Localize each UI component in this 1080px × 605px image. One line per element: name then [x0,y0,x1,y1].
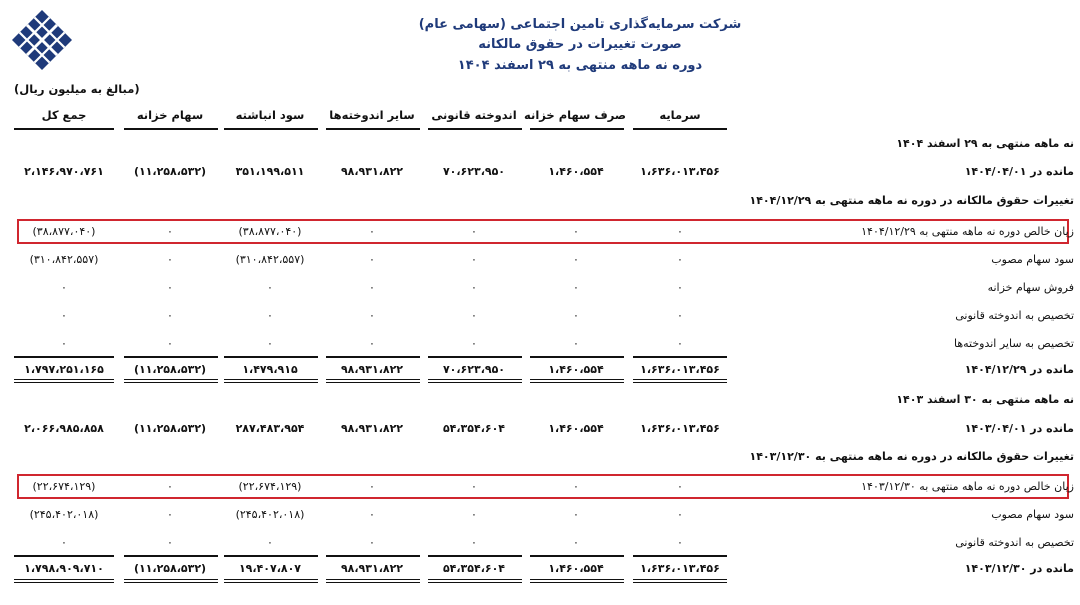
table-cell: ۱،۶۳۶،۰۱۳،۴۵۶ [640,422,720,435]
table-cell: ۰ [677,536,683,549]
header-underline [224,128,318,130]
subsection-changes-1403: تغییرات حقوق مالکانه در دوره نه ماهه منتهی به ۱۴۰۳/۱۲/۳۰ [749,450,1074,463]
table-cell: ۹۸،۹۳۱،۸۲۲ [340,422,404,435]
statement-period: دوره نه ماهه منتهی به ۲۹ اسفند ۱۴۰۴ [457,58,703,73]
double-underline [530,579,624,583]
header-underline [14,128,114,130]
header-underline [326,128,420,130]
table-cell: (۱۱،۲۵۸،۵۳۲) [133,363,207,376]
table-cell: ۹۸،۹۳۱،۸۲۲ [340,363,404,376]
table-cell: ۱،۶۳۶،۰۱۳،۴۵۶ [640,165,720,178]
table-cell: ۰ [267,281,273,294]
table-cell: ۰ [369,337,375,350]
table-cell: ۰ [471,281,477,294]
table-cell: ۱،۶۳۶،۰۱۳،۴۵۶ [640,562,720,575]
table-cell: (۲۴۵،۴۰۲،۰۱۸) [29,508,99,521]
table-cell: ۰ [471,253,477,266]
table-cell: (۱۱،۲۵۸،۵۳۲) [133,422,207,435]
table-cell: ۰ [369,225,375,238]
table-cell: ۱،۴۶۰،۵۵۴ [548,363,604,376]
header-underline [633,128,727,130]
table-cell: ۹۸،۹۳۱،۸۲۲ [340,562,404,575]
double-underline [428,579,522,583]
table-cell: (۲۲،۶۷۴،۱۲۹) [32,480,96,493]
table-cell: ۱،۴۷۹،۹۱۵ [242,363,298,376]
row-label-net-loss-1404: زیان خالص دوره نه ماهه منتهی به ۱۴۰۴/۱۲/۲۹ [861,225,1074,238]
table-cell: ۰ [573,225,579,238]
double-underline [633,579,727,583]
table-cell: ۰ [677,281,683,294]
subtotal-line [530,356,624,358]
table-cell: ۰ [471,536,477,549]
double-underline [428,379,522,383]
table-cell: ۰ [369,536,375,549]
header-underline [428,128,522,130]
table-cell: ۰ [167,309,173,322]
double-underline [224,579,318,583]
subtotal-line [14,356,114,358]
table-cell: ۰ [677,225,683,238]
table-cell: ۰ [167,253,173,266]
table-cell: ۳۵۱،۱۹۹،۵۱۱ [235,165,305,178]
double-underline [224,379,318,383]
table-cell: ۰ [573,309,579,322]
double-underline [530,379,624,383]
table-cell: ۱،۶۳۶،۰۱۳،۴۵۶ [640,363,720,376]
table-cell: ۱،۴۶۰،۵۵۴ [548,422,604,435]
subtotal-line [428,555,522,557]
subtotal-line [633,555,727,557]
table-cell: ۰ [573,337,579,350]
subtotal-line [326,356,420,358]
column-header-capital: سرمایه [659,108,701,122]
table-cell: ۵۴،۳۵۴،۶۰۴ [442,422,506,435]
table-cell: ۰ [573,281,579,294]
table-cell: ۱،۷۹۸،۹۰۹،۷۱۰ [24,562,104,575]
table-cell: ۱،۴۶۰،۵۵۴ [548,562,604,575]
table-cell: ۲،۱۴۶،۹۷۰،۷۶۱ [24,165,104,178]
row-label-other-alloc-1404: تخصیص به سایر اندوخته‌ها [953,337,1074,350]
double-underline [633,379,727,383]
table-cell: ۰ [677,508,683,521]
table-cell: (۲۲،۶۷۴،۱۲۹) [238,480,302,493]
table-cell: ۰ [677,253,683,266]
subtotal-line [326,555,420,557]
double-underline [326,379,420,383]
subtotal-line [224,555,318,557]
header-underline [124,128,218,130]
table-cell: ۰ [61,309,67,322]
table-cell: ۰ [369,281,375,294]
row-label-closing-1404: مانده در ۱۴۰۴/۱۲/۲۹ [964,363,1074,376]
subtotal-line [428,356,522,358]
table-cell: ۰ [573,253,579,266]
units-note: (مبالغ به میلیون ریال) [14,82,140,96]
table-cell: (۳۱۰،۸۴۲،۵۵۷) [235,253,305,266]
table-cell: ۰ [471,508,477,521]
table-cell: ۰ [167,480,173,493]
table-cell: ۰ [369,508,375,521]
table-cell: ۱،۷۹۷،۲۵۱،۱۶۵ [24,363,104,376]
table-cell: ۰ [573,508,579,521]
row-label-treasury-sale-1404: فروش سهام خزانه [987,281,1074,294]
table-cell: ۰ [167,508,173,521]
table-cell: ۰ [267,337,273,350]
diamond-logo-icon [10,8,74,72]
table-cell: ۰ [677,309,683,322]
table-cell: (۳۸،۸۷۷،۰۴۰) [238,225,302,238]
table-cell: ۰ [677,480,683,493]
table-cell: ۱۹،۴۰۷،۸۰۷ [238,562,302,575]
subtotal-line [633,356,727,358]
table-cell: ۹۸،۹۳۱،۸۲۲ [340,165,404,178]
subtotal-line [530,555,624,557]
table-cell: ۰ [471,225,477,238]
table-cell: ۰ [573,480,579,493]
table-cell: (۳۸،۸۷۷،۰۴۰) [32,225,96,238]
table-cell: ۰ [167,225,173,238]
table-cell: ۲۸۷،۴۸۳،۹۵۴ [235,422,305,435]
column-header-total: جمع کل [41,108,87,122]
table-cell: ۰ [167,337,173,350]
column-header-other-reserves: سایر اندوخته‌ها [329,108,415,122]
double-underline [14,579,114,583]
subtotal-line [124,555,218,557]
table-cell: ۷۰،۶۲۳،۹۵۰ [442,165,506,178]
subtotal-line [14,555,114,557]
table-cell: (۲۴۵،۴۰۲،۰۱۸) [235,508,305,521]
double-underline [326,579,420,583]
subsection-changes-1404: تغییرات حقوق مالکانه در دوره نه ماهه منتهی به ۱۴۰۴/۱۲/۲۹ [749,194,1074,207]
row-label-closing-1403: مانده در ۱۴۰۳/۱۲/۳۰ [964,562,1074,575]
table-cell: ۰ [167,281,173,294]
table-cell: ۰ [677,337,683,350]
row-label-legal-alloc-1403: تخصیص به اندوخته قانونی [955,536,1074,549]
double-underline [124,579,218,583]
table-cell: ۰ [267,536,273,549]
table-cell: ۰ [573,536,579,549]
section-title-1404: نه ماهه منتهی به ۲۹ اسفند ۱۴۰۴ [896,137,1074,150]
table-cell: ۰ [61,281,67,294]
table-cell: ۰ [267,309,273,322]
table-cell: ۷۰،۶۲۳،۹۵۰ [442,363,506,376]
company-name: شرکت سرمایه‌گذاری تامین اجتماعی (سهامی عام) [418,17,742,32]
table-cell: ۰ [471,309,477,322]
table-cell: ۵۴،۳۵۴،۶۰۴ [442,562,506,575]
table-cell: ۰ [369,253,375,266]
table-cell: (۱۱،۲۵۸،۵۳۲) [133,165,207,178]
table-cell: ۰ [61,337,67,350]
subtotal-line [124,356,218,358]
table-cell: ۰ [61,536,67,549]
table-cell: ۰ [369,309,375,322]
row-label-opening-1404: مانده در ۱۴۰۴/۰۴/۰۱ [964,165,1074,178]
column-header-treasury-shares: سهام خزانه [136,108,204,122]
table-cell: ۰ [167,536,173,549]
column-header-treasury-premium: صرف سهام خزانه [524,108,626,122]
row-label-net-loss-1403: زیان خالص دوره نه ماهه منتهی به ۱۴۰۳/۱۲/۳۰ [861,480,1074,493]
header-underline [530,128,624,130]
subtotal-line [224,356,318,358]
table-cell: (۳۱۰،۸۴۲،۵۵۷) [29,253,99,266]
table-cell: ۰ [471,337,477,350]
row-label-opening-1403: مانده در ۱۴۰۳/۰۴/۰۱ [964,422,1074,435]
table-cell: ۲،۰۶۶،۹۸۵،۸۵۸ [24,422,104,435]
table-cell: ۰ [471,480,477,493]
section-title-1403: نه ماهه منتهی به ۳۰ اسفند ۱۴۰۳ [896,393,1074,406]
double-underline [124,379,218,383]
row-label-dividends-1404: سود سهام مصوب [991,253,1074,266]
table-cell: (۱۱،۲۵۸،۵۳۲) [133,562,207,575]
table-cell: ۱،۴۶۰،۵۵۴ [548,165,604,178]
column-header-legal-reserve: اندوخته قانونی [431,108,517,122]
statement-title: صورت تغییرات در حقوق مالکانه [478,37,682,52]
table-cell: ۰ [369,480,375,493]
double-underline [14,379,114,383]
row-label-dividends-1403: سود سهام مصوب [991,508,1074,521]
row-label-legal-alloc-1404: تخصیص به اندوخته قانونی [955,309,1074,322]
column-header-retained-earnings: سود انباشته [235,108,305,122]
